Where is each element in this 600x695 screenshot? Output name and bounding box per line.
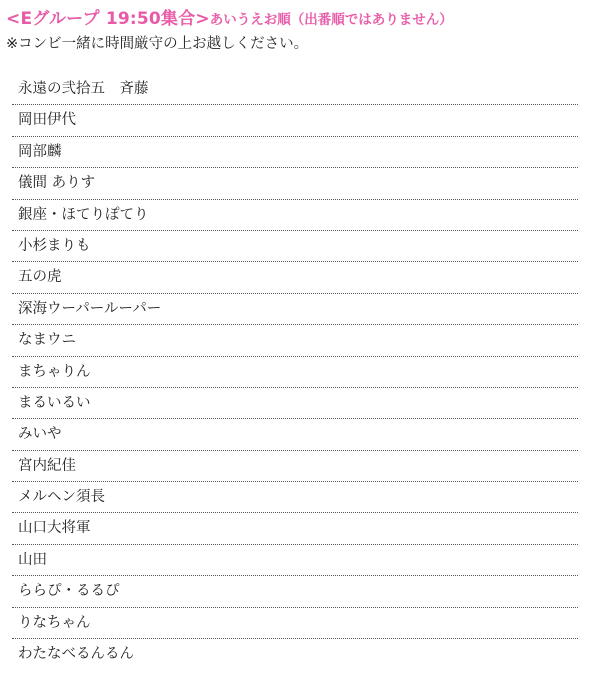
performer-list-item: なまウニ: [12, 325, 578, 356]
performer-list-item: ららぴ・るるぴ: [12, 576, 578, 607]
performer-list-item: 銀座・ほてりぽてり: [12, 200, 578, 231]
performer-list-item: 永遠の弐拾五 斉藤: [12, 74, 578, 105]
performer-list-item: まちゃりん: [12, 357, 578, 388]
performer-list-item: わたなべるんるん: [18, 646, 134, 663]
group-heading: [6, 4, 578, 32]
performer-list: [12, 74, 578, 670]
performer-list-item: 五の虎: [12, 262, 578, 293]
group-title: <Eグループ 19:50集合>: [6, 9, 210, 29]
performer-list-item: 山口大将軍: [12, 513, 578, 544]
performer-list-item: 岡田伊代: [12, 105, 578, 136]
performer-list-item: まるいるい: [12, 388, 578, 419]
performer-list-item: 深海ウーパールーパー: [12, 294, 578, 325]
performer-list-item: メルヘン須長: [12, 482, 578, 513]
performer-list-item: 小杉まりも: [12, 231, 578, 262]
performer-list-item: りなちゃん: [12, 608, 578, 639]
order-note: あいうえお順（出番順ではありません）: [209, 12, 453, 28]
performer-list-item: 山田: [12, 545, 578, 576]
performer-list-item: 儀間 ありす: [12, 168, 578, 199]
attendance-notice: ※コンビ一緒に時間厳守の上お越しください。: [6, 36, 309, 52]
performer-list-item: 岡部麟: [12, 137, 578, 168]
performer-list-item: 宮内紀佳: [12, 451, 578, 482]
performer-list-item: みいや: [12, 419, 578, 450]
